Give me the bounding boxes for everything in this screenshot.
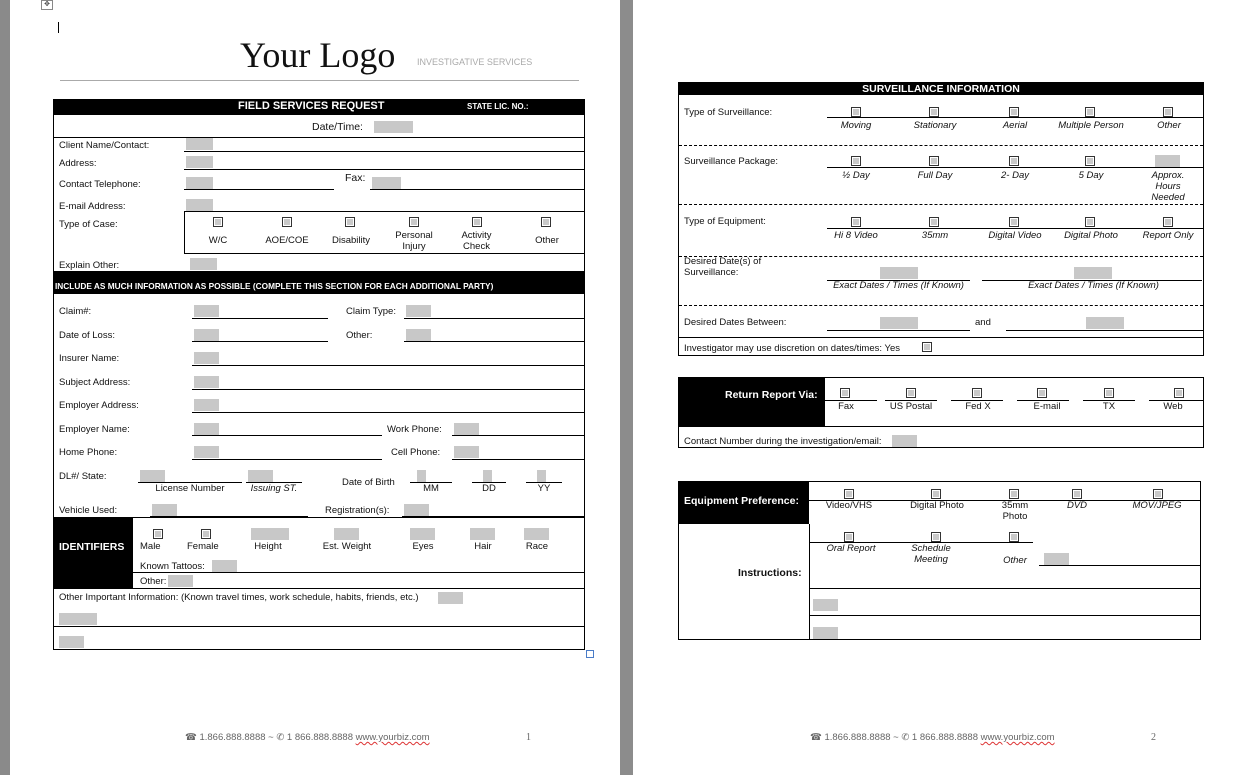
surv-type-checkbox[interactable]	[1085, 107, 1095, 117]
return-label: Web	[1163, 401, 1183, 412]
line	[404, 341, 584, 342]
return-label: Fax	[838, 401, 854, 412]
discretion-yes-checkbox[interactable]	[922, 342, 932, 352]
logo-text: Your Logo	[240, 35, 396, 75]
return-checkbox[interactable]	[1037, 388, 1047, 398]
dashed-divider	[679, 145, 1203, 146]
line	[192, 341, 328, 342]
line	[452, 459, 584, 460]
case-checkbox[interactable]	[345, 217, 355, 227]
line	[192, 459, 382, 460]
claim-type-label: Claim Type:	[346, 306, 396, 317]
pref2-label: Oral Report	[826, 543, 876, 554]
vehicle-label: Vehicle Used:	[59, 505, 118, 516]
type-surv-label: Type of Surveillance:	[684, 107, 773, 118]
female-label: Female	[187, 541, 219, 552]
male-label: Male	[140, 541, 161, 552]
client-label: Client Name/Contact:	[59, 140, 150, 151]
client-field[interactable]	[186, 138, 213, 150]
date-of-loss-label: Date of Loss:	[59, 330, 115, 341]
footer-contact	[810, 732, 1055, 743]
case-label: W/C	[208, 235, 228, 246]
line	[192, 365, 584, 366]
contact-number-field[interactable]	[892, 435, 917, 447]
cell-phone-field[interactable]	[454, 446, 479, 458]
include-banner-text: INCLUDE AS MUCH INFORMATION AS POSSIBLE (COMPLETE THIS SECTION FOR EACH ADDITIONAL PARTY)	[55, 281, 494, 291]
page-1	[10, 0, 620, 775]
package-checkbox[interactable]	[1085, 156, 1095, 166]
instructions-field-1[interactable]	[813, 599, 838, 611]
registration-label: Registration(s):	[325, 505, 390, 516]
height-field[interactable]	[251, 528, 289, 540]
case-checkbox[interactable]	[409, 217, 419, 227]
line	[54, 588, 584, 589]
equip-checkbox[interactable]	[1163, 217, 1173, 227]
equip-label: 35mm	[921, 230, 949, 241]
hair-field[interactable]	[470, 528, 495, 540]
line	[184, 169, 584, 170]
pref2-checkbox[interactable]	[844, 532, 854, 542]
exact-dates-label-2: Exact Dates / Times (If Known)	[1028, 280, 1159, 291]
return-label: TX	[1102, 401, 1116, 412]
employer-address-label: Employer Address:	[59, 400, 139, 411]
text-cursor	[58, 22, 59, 33]
header-title: FIELD SERVICES REQUEST	[238, 100, 385, 112]
package-checkbox[interactable]	[851, 156, 861, 166]
line	[827, 117, 1203, 118]
case-checkbox[interactable]	[541, 217, 551, 227]
weight-label: Est. Weight	[322, 541, 372, 552]
pref-checkbox[interactable]	[844, 489, 854, 499]
surv-type-label: Aerial	[1002, 120, 1028, 131]
known-tattoos-label: Known Tattoos:	[140, 561, 205, 572]
case-label: Disability	[331, 235, 370, 246]
explain-other-label: Explain Other:	[59, 260, 120, 271]
page-number: 1	[526, 732, 531, 743]
hair-label: Hair	[474, 541, 492, 552]
claim-no-field[interactable]	[194, 305, 219, 317]
line	[809, 524, 810, 640]
logo-rule	[60, 80, 579, 81]
line	[370, 189, 584, 190]
package-checkbox[interactable]	[1009, 156, 1019, 166]
return-checkbox[interactable]	[840, 388, 850, 398]
equip-checkbox[interactable]	[851, 217, 861, 227]
insurer-label: Insurer Name:	[59, 353, 120, 364]
female-checkbox[interactable]	[201, 529, 211, 539]
footer-web[interactable]: www.yourbiz.com	[980, 732, 1055, 743]
equip-checkbox[interactable]	[1009, 217, 1019, 227]
work-phone-label: Work Phone:	[387, 424, 442, 435]
male-checkbox[interactable]	[153, 529, 163, 539]
case-label: AOE/COE	[265, 235, 309, 246]
mm-label: MM	[423, 483, 439, 494]
eyes-label: Eyes	[412, 541, 434, 552]
issuing-st-field[interactable]	[248, 470, 273, 482]
other-label: Other:	[346, 330, 373, 341]
identifiers-label: IDENTIFIERS	[59, 541, 125, 553]
equip-label: Digital Video	[988, 230, 1042, 241]
surv-type-checkbox[interactable]	[1009, 107, 1019, 117]
equip-label: Hi 8 Video	[834, 230, 878, 241]
home-phone-field[interactable]	[194, 446, 219, 458]
vehicle-field[interactable]	[152, 504, 177, 516]
line	[809, 615, 1201, 616]
line	[192, 412, 584, 413]
dl-state-label: DL#/ State:	[59, 471, 107, 482]
desired-between-label: Desired Dates Between:	[684, 317, 787, 328]
known-tattoos-field[interactable]	[212, 560, 237, 572]
page-gutter	[620, 0, 633, 775]
weight-field[interactable]	[334, 528, 359, 540]
pref2-checkbox[interactable]	[931, 532, 941, 542]
surv-type-checkbox[interactable]	[851, 107, 861, 117]
yy-label: YY	[537, 483, 551, 494]
equip-checkbox[interactable]	[1085, 217, 1095, 227]
claim-type-field[interactable]	[406, 305, 431, 317]
equip-label: Report Only	[1142, 230, 1194, 241]
case-checkbox[interactable]	[282, 217, 292, 227]
other2-field[interactable]	[168, 575, 193, 587]
race-field[interactable]	[524, 528, 549, 540]
other-important-field-2[interactable]	[59, 613, 97, 625]
equip-label: Digital Photo	[1064, 230, 1118, 241]
subject-address-field[interactable]	[194, 376, 219, 388]
return-checkbox[interactable]	[1174, 388, 1184, 398]
surv-type-label: Stationary	[913, 120, 957, 131]
package-checkbox[interactable]	[929, 156, 939, 166]
package-label: Full Day	[917, 170, 953, 181]
type-equip-label: Type of Equipment:	[684, 216, 766, 227]
dob-yy-field[interactable]	[537, 470, 546, 482]
line	[827, 167, 1203, 168]
instructions-label: Instructions:	[738, 567, 802, 579]
desired-dates-label: Desired Date(s) of Surveillance:	[684, 256, 762, 278]
case-label: Personal Injury	[395, 230, 433, 252]
between-field-1[interactable]	[880, 317, 918, 329]
line	[54, 626, 584, 627]
return-checkbox[interactable]	[906, 388, 916, 398]
other-field[interactable]	[406, 329, 431, 341]
footer-contact	[185, 732, 430, 743]
line	[184, 189, 334, 190]
other-important-field[interactable]	[438, 592, 463, 604]
package-label: 2- Day	[1001, 170, 1029, 181]
line	[827, 228, 1203, 229]
race-label: Race	[525, 541, 549, 552]
return-checkbox[interactable]	[1104, 388, 1114, 398]
contact-number-label: Contact Number during the investigation/email:	[684, 436, 882, 447]
line	[192, 318, 328, 319]
pref2-label: Other	[1003, 555, 1027, 566]
exact-dates-field-2[interactable]	[1074, 267, 1112, 279]
move-handle-icon[interactable]: ✥	[41, 0, 53, 10]
surveillance-title: SURVEILLANCE INFORMATION	[862, 83, 1020, 95]
dob-mm-field[interactable]	[417, 470, 426, 482]
employer-name-field[interactable]	[194, 423, 219, 435]
package-label: Approx. Hours Needed	[1151, 170, 1185, 203]
pref-checkbox[interactable]	[931, 489, 941, 499]
address-label: Address:	[59, 158, 97, 169]
email-field[interactable]	[186, 199, 213, 211]
dob-label: Date of Birth	[342, 477, 395, 488]
pref-label: MOV/JPEG	[1132, 500, 1182, 511]
line	[809, 588, 1201, 589]
dashed-divider	[679, 305, 1203, 306]
pref-checkbox[interactable]	[1009, 489, 1019, 499]
dd-label: DD	[482, 483, 496, 494]
instructions-field-2[interactable]	[813, 627, 838, 639]
case-label: Activity Check	[461, 230, 492, 252]
case-checkbox[interactable]	[472, 217, 482, 227]
package-label: ½ Day	[842, 170, 870, 181]
home-phone-label: Home Phone:	[59, 447, 118, 458]
return-report-label: Return Report Via:	[725, 389, 818, 401]
datetime-field[interactable]	[374, 121, 413, 133]
discretion-label: Investigator may use discretion on dates/times: Yes	[684, 343, 900, 354]
address-field[interactable]	[186, 156, 213, 168]
employer-name-label: Employer Name:	[59, 424, 130, 435]
return-checkbox[interactable]	[972, 388, 982, 398]
employer-address-field[interactable]	[194, 399, 219, 411]
line	[679, 426, 1203, 427]
insurer-field[interactable]	[194, 352, 219, 364]
pref-label: DVD	[1066, 500, 1088, 511]
height-label: Height	[254, 541, 282, 552]
work-phone-field[interactable]	[454, 423, 479, 435]
return-label: Fed X	[965, 401, 991, 412]
line	[1039, 565, 1201, 566]
other2-label: Other:	[140, 576, 167, 587]
pref-other-field[interactable]	[1044, 553, 1069, 565]
line	[404, 318, 584, 319]
surv-type-label: Other	[1157, 120, 1181, 131]
pref2-label: Schedule Meeting	[911, 543, 951, 565]
fax-label: Fax:	[345, 172, 366, 184]
cell-phone-label: Cell Phone:	[391, 447, 441, 458]
other-important-label: Other Important Information: (Known travel times, work schedule, habits, friends, etc.)	[59, 592, 419, 603]
dashed-divider	[679, 204, 1203, 205]
pref-label: Digital Photo	[910, 500, 964, 511]
line	[54, 137, 584, 138]
between-field-2[interactable]	[1086, 317, 1124, 329]
case-label: Other	[535, 235, 559, 246]
surv-type-label: Moving	[840, 120, 872, 131]
surv-type-checkbox[interactable]	[1163, 107, 1173, 117]
type-of-case-label: Type of Case:	[59, 219, 118, 230]
subject-address-label: Subject Address:	[59, 377, 131, 388]
footer-web[interactable]: www.yourbiz.com	[355, 732, 430, 743]
return-label: US Postal	[889, 401, 933, 412]
pref2-checkbox[interactable]	[1009, 532, 1019, 542]
email-label: E-mail Address:	[59, 201, 126, 212]
line	[184, 151, 584, 152]
approx-hours-field[interactable]	[1155, 155, 1180, 167]
surv-package-label: Surveillance Package:	[684, 156, 778, 167]
date-of-loss-field[interactable]	[194, 329, 219, 341]
line	[679, 337, 1203, 338]
equip-pref-label: Equipment Preference:	[684, 495, 799, 507]
line	[1006, 330, 1203, 331]
exact-dates-field-1[interactable]	[880, 267, 918, 279]
line	[54, 517, 584, 518]
contact-tel-label: Contact Telephone:	[59, 179, 141, 190]
registration-field[interactable]	[404, 504, 429, 516]
surv-type-label: Multiple Person	[1058, 120, 1124, 131]
fax-field[interactable]	[372, 177, 401, 189]
eyes-field[interactable]	[410, 528, 435, 540]
contact-tel-field[interactable]	[186, 177, 213, 189]
package-label: 5 Day	[1078, 170, 1104, 181]
state-lic-label: STATE LIC. NO.:	[467, 102, 529, 111]
page-number: 2	[1151, 732, 1156, 743]
page-2	[633, 0, 1243, 775]
line	[452, 435, 584, 436]
pref-checkbox[interactable]	[1153, 489, 1163, 499]
license-number-field[interactable]	[140, 470, 165, 482]
dob-dd-field[interactable]	[483, 470, 492, 482]
pref-label: 35mm Photo	[1001, 500, 1029, 522]
tagline: INVESTIGATIVE SERVICES	[417, 57, 533, 67]
claim-no-label: Claim#:	[59, 306, 92, 317]
line	[133, 572, 584, 573]
resize-handle[interactable]	[586, 650, 594, 658]
license-number-label: License Number	[155, 483, 225, 494]
return-label: E-mail	[1033, 401, 1061, 412]
issuing-st-label: Issuing ST.	[250, 483, 298, 494]
surv-type-checkbox[interactable]	[929, 107, 939, 117]
equip-checkbox[interactable]	[929, 217, 939, 227]
line	[192, 389, 584, 390]
exact-dates-label-1: Exact Dates / Times (If Known)	[833, 280, 964, 291]
explain-other-field[interactable]	[190, 258, 217, 270]
other-important-field-3[interactable]	[59, 636, 84, 648]
pref-checkbox[interactable]	[1072, 489, 1082, 499]
line	[192, 435, 382, 436]
footer-phone: ☎ 1.866.888.8888 ~ ✆ 1 866.888.8888	[185, 732, 353, 743]
and-label: and	[975, 317, 991, 328]
datetime-label: Date/Time:	[312, 121, 363, 133]
pref-label: Video/VHS	[825, 500, 873, 511]
return-report-block	[679, 378, 825, 426]
line	[827, 330, 970, 331]
footer-phone: ☎ 1.866.888.8888 ~ ✆ 1 866.888.8888	[810, 732, 978, 743]
case-checkbox[interactable]	[213, 217, 223, 227]
